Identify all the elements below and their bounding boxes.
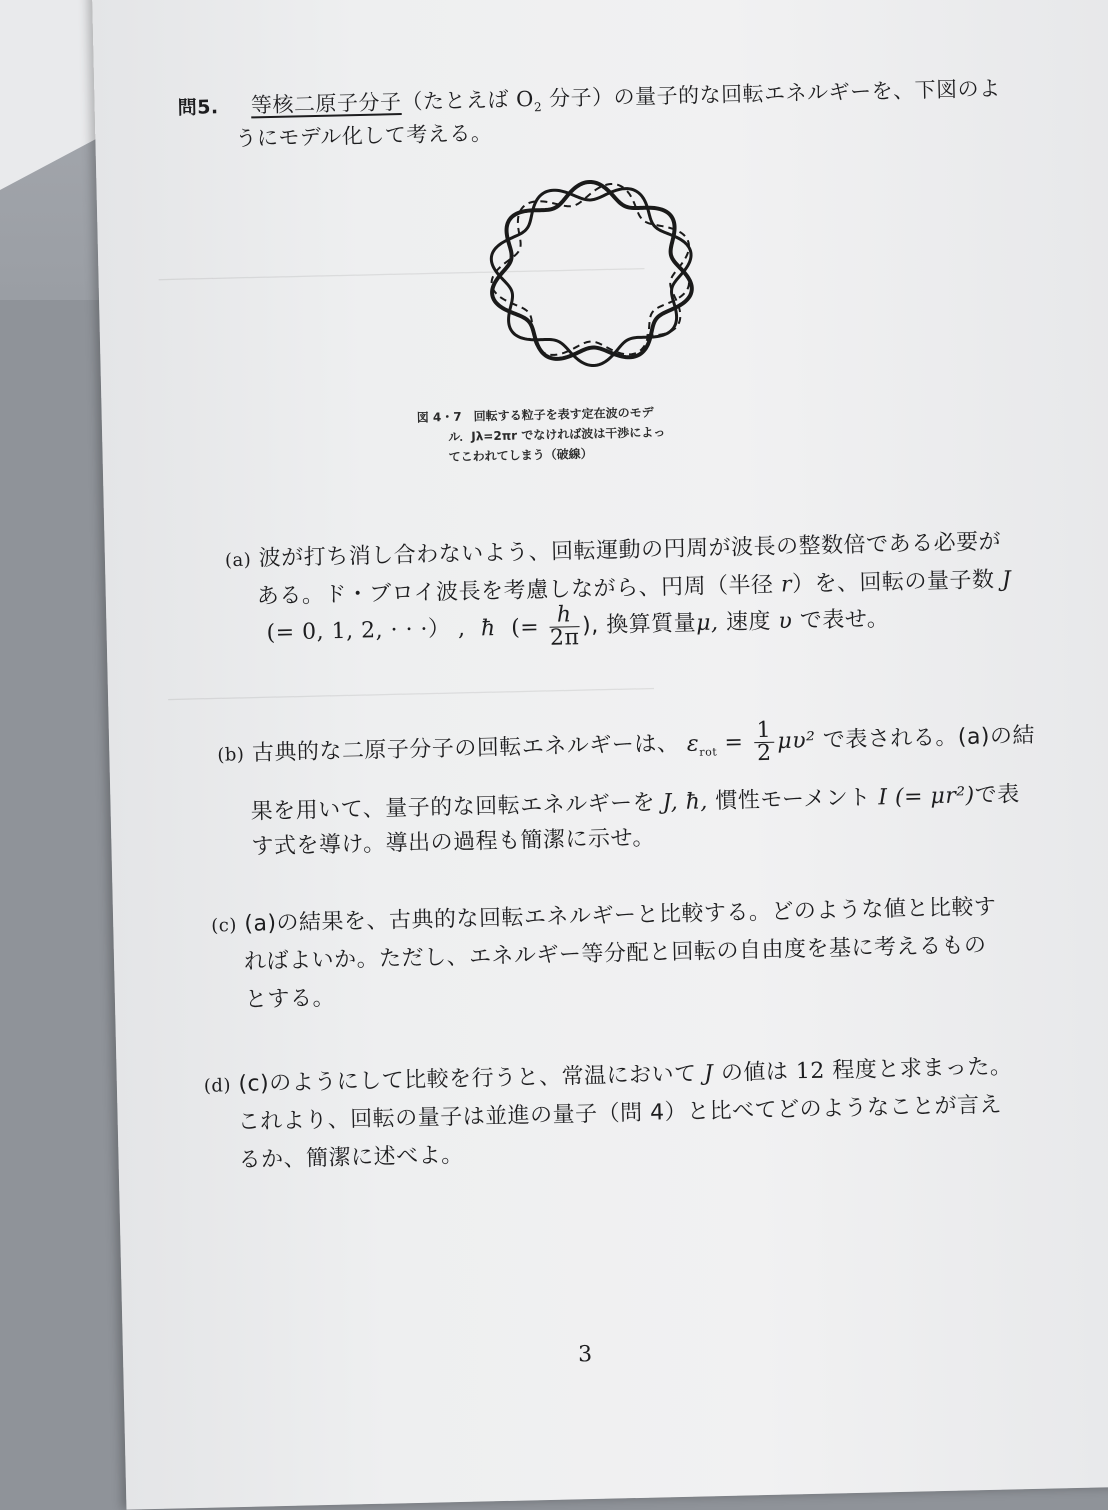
fraction-numerator: 1 [753,720,774,743]
part-b-text: 古典的な二原子分子の回転エネルギーは、 [251,731,680,767]
hbar-symbol: ħ, [685,789,709,815]
quantum-number-symbol: J, [662,789,679,816]
part-a-text: ある。ド・ブロイ波長を考慮しながら、円周（半径 [256,572,774,610]
one-half-fraction [753,717,775,767]
part-b-label: (b) [217,744,245,766]
radius-symbol: r [780,572,793,598]
part-d-text: 程度と求まった。 [832,1054,1013,1084]
part-b-line2 [250,777,1020,825]
part-b-line3: す式を導け。導出の過程も簡潔に示せ。 [251,825,656,860]
part-c-label: (c) [211,914,238,937]
page-number: 3 [577,1342,593,1368]
underlined-term: 等核二原子分子 [250,90,402,118]
show-through-text: ――――――――――――――――――――――――――― [167,677,655,710]
part-d-line3: るか、簡潔に述べよ。 [238,1142,464,1173]
intro-text: （たとえば [401,87,510,115]
rot-subscript: rot [699,744,718,759]
part-c-line2: ればよいか。ただし、エネルギー等分配と回転の自由度を基に考えるもの [243,932,987,975]
part-a-text: で表せ。 [799,606,890,634]
part-d-line2: これより、回転の量子は並進の量子（問 4）と比べてどのようなことが言え [237,1092,1003,1135]
o2-symbol: O [515,87,535,112]
part-b-line1 [217,714,1036,778]
part-a-label: (a) [224,549,252,572]
epsilon-symbol: ε [686,730,700,757]
figure-caption-line3: てこわれてしまう（破線） [448,446,593,465]
fraction-denominator: 2 [756,740,772,767]
j-values: (= 0, 1, 2, · · ·） , [266,616,466,646]
o2-formula [515,87,543,115]
figure-caption-line1: 図 4・7 回転する粒子を表す定在波のモデ [416,405,654,425]
h-over-2pi-fraction [549,604,579,650]
part-d-text: (c)のようにして比較を行うと、常温において [238,1061,697,1097]
equals-sign: = [724,729,744,756]
question-number: 問5. [177,96,219,120]
epsilon-rot [687,731,718,757]
o2-subscript: 2 [533,100,543,115]
velocity-symbol: υ [778,608,793,635]
part-a-text: 波が打ち消し合わないよう、回転運動の円周が波長の整数倍である必要が [258,529,1002,572]
part-d-label: (d) [203,1075,232,1097]
part-b-text: 慣性モーメント [715,785,872,815]
show-through-text: ――――――――――――――――――――――――――― [158,257,645,290]
part-b-text: で表 [974,782,1021,809]
quantum-number-symbol: J [1001,567,1012,593]
mu-v-squared: μυ² [777,728,816,755]
part-a-text: 速度 [725,609,772,636]
part-c-text: (a)の結果を、古典的な回転エネルギーと比較する。どのような値と比較す [244,894,997,937]
figure-caption-line2: ル．Jλ=2πr でなければ波は干渉によっ [448,425,666,445]
part-a-text: ）を、回転の量子数 [791,567,995,598]
part-b-text: 果を用いて、量子的な回転エネルギーを [250,790,656,825]
mu-symbol: μ, [695,610,719,636]
fraction-numerator: h [549,604,579,628]
part-b-text: で表される。(a)の結 [822,723,1036,754]
equals-open: (= [510,614,540,641]
question-intro-line1 [177,72,1001,122]
standing-wave-figure [464,161,719,387]
fraction-denominator: 2π [549,625,580,651]
question-intro-line2: うにモデル化して考える。 [235,120,493,151]
intro-text: 分子）の量子的な回転エネルギーを、下図のよ [548,76,1001,111]
exam-page [92,0,1108,1510]
quantum-number-symbol: J [703,1061,714,1087]
part-c-line3: とする。 [244,985,336,1013]
moment-of-inertia-expr: I (= μr²) [878,783,976,811]
hbar-symbol: ħ [480,615,496,641]
part-d-text: の値は [720,1059,789,1087]
j-value: 12 [795,1058,826,1085]
part-a-text: ), 換算質量 [581,610,697,639]
